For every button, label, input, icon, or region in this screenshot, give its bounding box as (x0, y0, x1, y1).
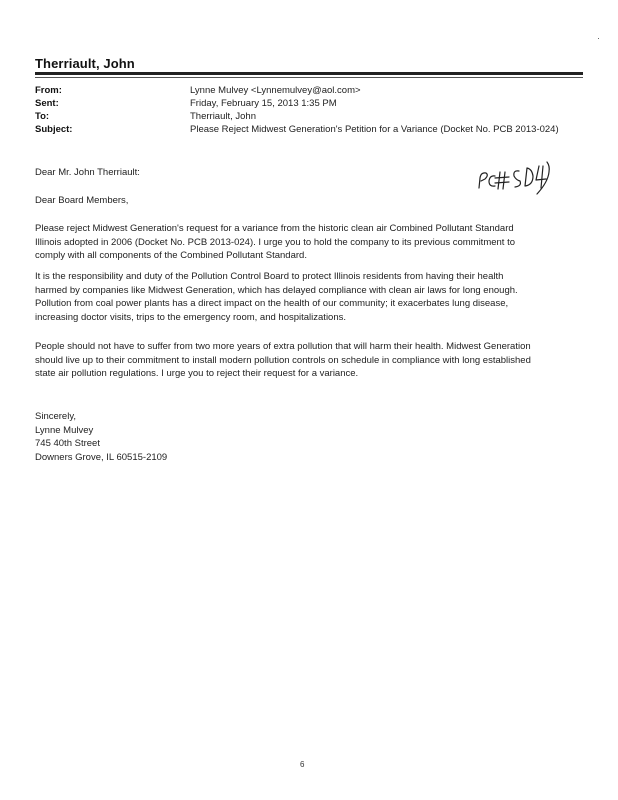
closing-block (35, 410, 595, 464)
paragraph-line: Illinois adopted in 2006 (Docket No. PCB 2013-024). I urge you to hold the company to its previous commitment to (35, 236, 516, 248)
email-header (35, 84, 595, 136)
page-number: 6 (300, 760, 305, 769)
to-row (35, 110, 595, 123)
paragraph-line: state air pollution regulations. I urge you to reject their request for a variance. (35, 368, 359, 379)
sent-value: Friday, February 15, 2013 1:35 PM (190, 98, 337, 109)
to-value: Therriault, John (190, 111, 257, 122)
header-rule-thin (35, 77, 583, 78)
to-label: To: (35, 111, 50, 122)
from-label: From: (35, 85, 62, 96)
salutation-board: Dear Board Members, (35, 195, 129, 206)
paragraph-responsibility (35, 270, 595, 324)
paragraph-line: Please reject Midwest Generation's request for a variance from the historic clean air Combined Pollutant Standard (35, 223, 514, 234)
paragraph-line: should live up to their commitment to install modern pollution controls on schedule in compliance with long established (35, 354, 531, 366)
sender-street: 745 40th Street (35, 438, 100, 449)
sender-city: Downers Grove, IL 60515-2109 (35, 451, 168, 463)
paragraph-line: Pollution from coal power plants has a direct impact on the health of our community; it exacerbates lung disease, (35, 298, 509, 309)
paragraph-health (35, 340, 595, 381)
sender-name: Lynne Mulvey (35, 424, 94, 436)
subject-label: Subject: (35, 124, 73, 135)
scan-artifact (598, 38, 599, 39)
header-rule-thick (35, 72, 583, 75)
sent-label: Sent: (35, 98, 59, 109)
sent-row (35, 97, 595, 110)
subject-row (35, 123, 595, 136)
paragraph-line: harmed by companies like Midwest Generation, which has delayed compliance with clean air laws for long enough. (35, 284, 518, 296)
from-row (35, 84, 595, 97)
paragraph-request (35, 222, 595, 263)
sign-off: Sincerely, (35, 411, 77, 422)
subject-value: Please Reject Midwest Generation's Petition for a Variance (Docket No. PCB 2013-024) (190, 124, 559, 135)
from-value: Lynne Mulvey <Lynnemulvey@aol.com> (190, 85, 361, 96)
paragraph-line: It is the responsibility and duty of the Pollution Control Board to protect Illinois residents from having their health (35, 271, 504, 282)
paragraph-line: comply with all components of the Combined Pollutant Standard. (35, 250, 307, 261)
paragraph-line: increasing doctor visits, trips to the emergency room, and hospitalizations. (35, 311, 347, 323)
salutation-addressee: Dear Mr. John Therriault: (35, 167, 140, 178)
paragraph-line: People should not have to suffer from two more years of extra pollution that will harm their health. Midwest Generation (35, 341, 531, 352)
mailbox-owner-name: Therriault, John (35, 56, 135, 71)
